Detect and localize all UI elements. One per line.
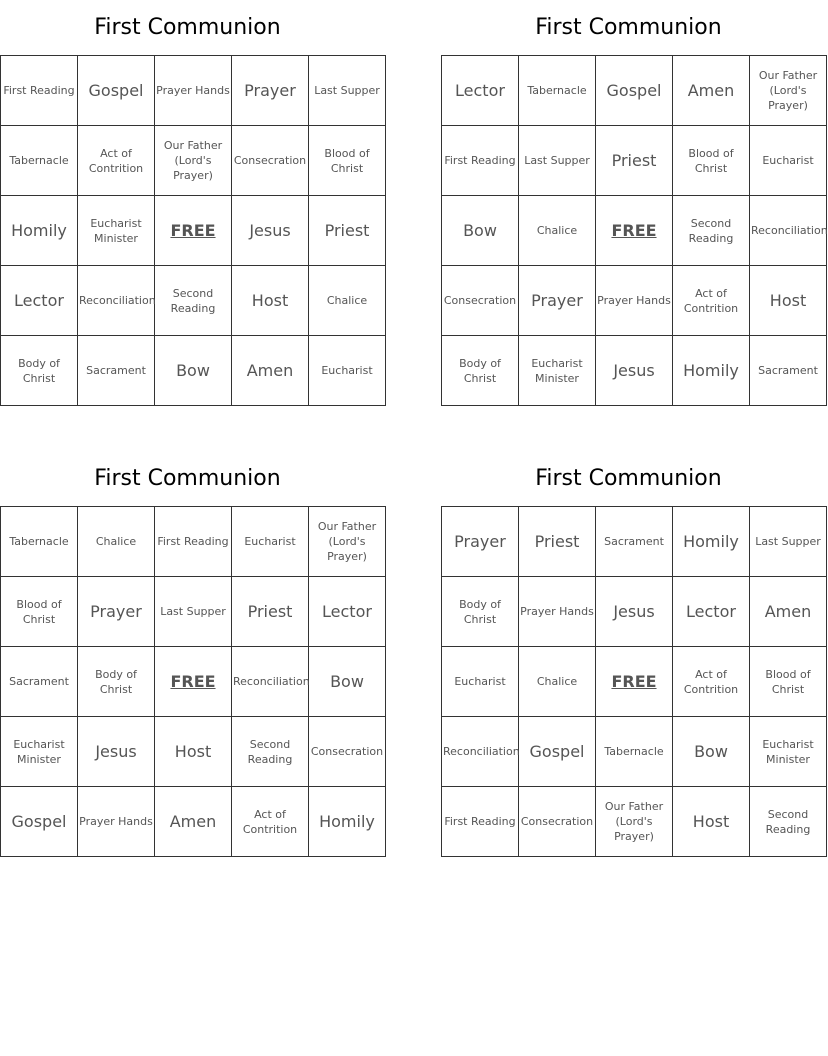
bingo-square: Jesus xyxy=(78,717,155,787)
bingo-square: Our Father (Lord's Prayer) xyxy=(155,126,232,196)
card-title: First Communion xyxy=(535,15,722,40)
bingo-square: Sacrament xyxy=(750,336,827,406)
bingo-square: Jesus xyxy=(232,196,309,266)
bingo-square: Gospel xyxy=(78,56,155,126)
bingo-square: First Reading xyxy=(442,787,519,857)
bingo-card xyxy=(441,451,821,857)
grid-row xyxy=(1,507,386,577)
bingo-square: Act of Contrition xyxy=(673,647,750,717)
bingo-square: Reconciliation xyxy=(750,196,827,266)
bingo-square: Amen xyxy=(155,787,232,857)
bingo-square: Blood of Christ xyxy=(673,126,750,196)
grid-row xyxy=(442,196,827,266)
free-space: FREE xyxy=(596,647,673,717)
bingo-square: Amen xyxy=(232,336,309,406)
bingo-square: Chalice xyxy=(78,507,155,577)
bingo-grid xyxy=(441,55,827,406)
bingo-square: Last Supper xyxy=(309,56,386,126)
grid-row xyxy=(1,266,386,336)
bingo-square: Body of Christ xyxy=(442,336,519,406)
bingo-square: Host xyxy=(232,266,309,336)
bingo-square: Eucharist Minister xyxy=(78,196,155,266)
bingo-square: Eucharist Minister xyxy=(519,336,596,406)
bingo-square: Eucharist xyxy=(442,647,519,717)
bingo-square: Sacrament xyxy=(78,336,155,406)
bingo-square: Blood of Christ xyxy=(750,647,827,717)
bingo-square: Bow xyxy=(442,196,519,266)
bingo-square: Priest xyxy=(232,577,309,647)
bingo-square: Lector xyxy=(442,56,519,126)
grid-row xyxy=(1,787,386,857)
grid-row xyxy=(1,336,386,406)
grid-row xyxy=(442,56,827,126)
grid-row xyxy=(442,336,827,406)
bingo-square: Our Father (Lord's Prayer) xyxy=(750,56,827,126)
bingo-square: Second Reading xyxy=(155,266,232,336)
bingo-square: Sacrament xyxy=(1,647,78,717)
free-space: FREE xyxy=(155,647,232,717)
grid-row xyxy=(442,126,827,196)
bingo-square: Act of Contrition xyxy=(78,126,155,196)
bingo-square: Consecration xyxy=(309,717,386,787)
bingo-square: Reconciliation xyxy=(442,717,519,787)
bingo-square: Prayer xyxy=(78,577,155,647)
bingo-square: Body of Christ xyxy=(1,336,78,406)
bingo-card xyxy=(0,0,380,406)
bingo-square: Act of Contrition xyxy=(232,787,309,857)
bingo-square: Consecration xyxy=(519,787,596,857)
grid-row xyxy=(442,787,827,857)
bingo-square: Our Father (Lord's Prayer) xyxy=(596,787,673,857)
bingo-square: Our Father (Lord's Prayer) xyxy=(309,507,386,577)
bingo-square: Tabernacle xyxy=(1,507,78,577)
bingo-square: Body of Christ xyxy=(442,577,519,647)
bingo-square: Chalice xyxy=(519,196,596,266)
bingo-square: Jesus xyxy=(596,577,673,647)
card-title: First Communion xyxy=(535,466,722,491)
bingo-square: First Reading xyxy=(1,56,78,126)
bingo-square: Prayer xyxy=(232,56,309,126)
bingo-square: Lector xyxy=(309,577,386,647)
bingo-square: First Reading xyxy=(442,126,519,196)
bingo-square: Gospel xyxy=(1,787,78,857)
bingo-square: Last Supper xyxy=(519,126,596,196)
bingo-square: Jesus xyxy=(596,336,673,406)
grid-row xyxy=(1,126,386,196)
bingo-square: Chalice xyxy=(519,647,596,717)
grid-row xyxy=(1,647,386,717)
card-title: First Communion xyxy=(94,466,281,491)
bingo-square: Chalice xyxy=(309,266,386,336)
bingo-square: Prayer xyxy=(442,507,519,577)
bingo-square: Second Reading xyxy=(673,196,750,266)
grid-row xyxy=(442,717,827,787)
bingo-square: Prayer Hands xyxy=(155,56,232,126)
bingo-square: Sacrament xyxy=(596,507,673,577)
card-title: First Communion xyxy=(94,15,281,40)
bingo-square: Host xyxy=(750,266,827,336)
grid-row xyxy=(442,577,827,647)
free-space: FREE xyxy=(155,196,232,266)
bingo-square: Tabernacle xyxy=(596,717,673,787)
bingo-square: Priest xyxy=(309,196,386,266)
bingo-square: Consecration xyxy=(442,266,519,336)
bingo-square: Prayer xyxy=(519,266,596,336)
bingo-square: Act of Contrition xyxy=(673,266,750,336)
bingo-square: Eucharist xyxy=(232,507,309,577)
bingo-square: Host xyxy=(155,717,232,787)
bingo-square: Priest xyxy=(596,126,673,196)
bingo-square: Homily xyxy=(309,787,386,857)
bingo-square: Amen xyxy=(673,56,750,126)
bingo-grid xyxy=(441,506,827,857)
bingo-square: Blood of Christ xyxy=(1,577,78,647)
bingo-square: Gospel xyxy=(519,717,596,787)
bingo-square: First Reading xyxy=(155,507,232,577)
grid-row xyxy=(442,507,827,577)
bingo-square: Eucharist Minister xyxy=(1,717,78,787)
bingo-square: Bow xyxy=(673,717,750,787)
bingo-square: Bow xyxy=(309,647,386,717)
grid-row xyxy=(1,577,386,647)
free-space: FREE xyxy=(596,196,673,266)
bingo-square: Amen xyxy=(750,577,827,647)
grid-row xyxy=(442,266,827,336)
bingo-square: Consecration xyxy=(232,126,309,196)
bingo-square: Eucharist xyxy=(309,336,386,406)
grid-row xyxy=(1,717,386,787)
bingo-square: Bow xyxy=(155,336,232,406)
bingo-square: Blood of Christ xyxy=(309,126,386,196)
bingo-square: Priest xyxy=(519,507,596,577)
bingo-square: Second Reading xyxy=(750,787,827,857)
bingo-square: Prayer Hands xyxy=(519,577,596,647)
bingo-square: Host xyxy=(673,787,750,857)
bingo-square: Tabernacle xyxy=(519,56,596,126)
bingo-square: Reconciliation xyxy=(232,647,309,717)
bingo-square: Last Supper xyxy=(155,577,232,647)
bingo-square: Lector xyxy=(673,577,750,647)
bingo-square: Homily xyxy=(673,507,750,577)
bingo-grid xyxy=(0,55,386,406)
bingo-square: Lector xyxy=(1,266,78,336)
bingo-square: Homily xyxy=(673,336,750,406)
bingo-square: Prayer Hands xyxy=(78,787,155,857)
grid-row xyxy=(1,56,386,126)
bingo-square: Tabernacle xyxy=(1,126,78,196)
grid-row xyxy=(1,196,386,266)
bingo-card xyxy=(441,0,828,406)
bingo-grid xyxy=(0,506,386,857)
bingo-square: Eucharist xyxy=(750,126,827,196)
bingo-square: Eucharist Minister xyxy=(750,717,827,787)
bingo-square: Gospel xyxy=(596,56,673,126)
bingo-card xyxy=(0,451,384,857)
bingo-square: Body of Christ xyxy=(78,647,155,717)
grid-row xyxy=(442,647,827,717)
bingo-square: Prayer Hands xyxy=(596,266,673,336)
bingo-square: Homily xyxy=(1,196,78,266)
bingo-square: Reconciliation xyxy=(78,266,155,336)
bingo-square: Last Supper xyxy=(750,507,827,577)
bingo-square: Second Reading xyxy=(232,717,309,787)
